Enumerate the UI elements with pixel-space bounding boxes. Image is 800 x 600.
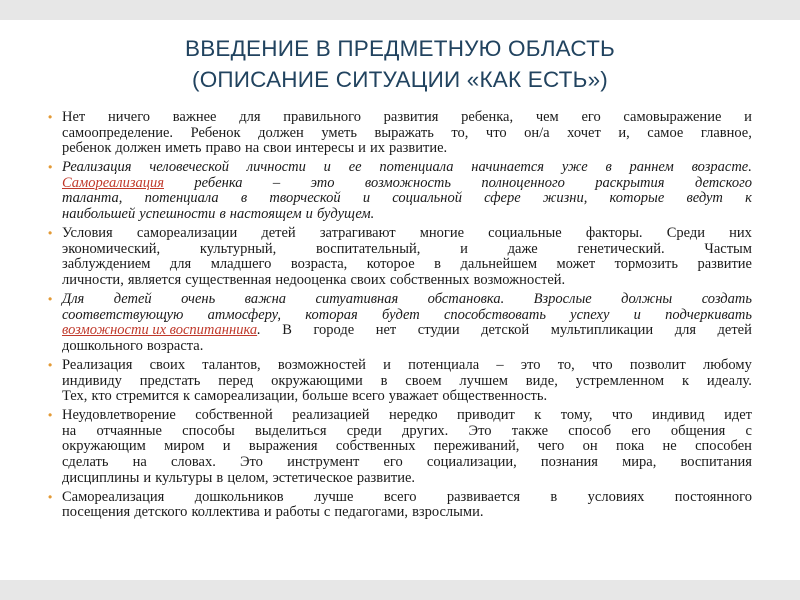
- word: успешности: [139, 206, 216, 223]
- word: способ: [568, 422, 612, 439]
- word: недооценка: [275, 271, 347, 288]
- title-line-2: (ОПИСАНИЕ СИТУАЦИИ «КАК ЕСТЬ»): [192, 67, 608, 92]
- word: и: [263, 504, 272, 521]
- word: начинается: [471, 159, 545, 176]
- word: позволит: [629, 356, 686, 373]
- word: целом,: [227, 469, 269, 486]
- word: лучше: [314, 488, 354, 505]
- text-line: [62, 273, 752, 289]
- word: своих: [350, 271, 386, 288]
- text-line: [62, 471, 752, 487]
- word: своих: [149, 356, 186, 373]
- word: и: [744, 109, 752, 125]
- text-line: [62, 176, 752, 192]
- word: кто: [91, 388, 112, 405]
- word: окружающим: [62, 438, 146, 455]
- word: может: [556, 256, 596, 273]
- word: окружающими: [271, 372, 363, 389]
- word: способен: [695, 438, 752, 455]
- word: выражать: [374, 124, 434, 141]
- word: в: [550, 488, 558, 505]
- word: идет: [724, 407, 752, 424]
- word: которые: [609, 190, 665, 207]
- word: его: [581, 109, 601, 125]
- word: является: [127, 271, 182, 288]
- word: Среди: [666, 225, 705, 242]
- word: устремленном: [575, 372, 665, 389]
- word: которое: [366, 256, 415, 273]
- word: возможность: [364, 174, 451, 191]
- word: создать: [701, 291, 752, 308]
- word: развитие.: [389, 140, 448, 157]
- word: творческой: [269, 190, 341, 207]
- word: коллектива: [191, 504, 260, 521]
- word: предстать: [139, 372, 201, 389]
- word: уже: [561, 159, 588, 176]
- bottom-band: [0, 580, 800, 600]
- word: общения: [670, 422, 726, 439]
- word: даже: [507, 240, 538, 257]
- bullet-paragraph: [48, 408, 752, 486]
- word: Нет: [62, 109, 86, 125]
- word: всего: [383, 488, 417, 505]
- text-line: [62, 439, 752, 455]
- word: будет: [381, 306, 420, 323]
- text-line: [62, 424, 752, 440]
- word: студии: [417, 322, 460, 339]
- word: это: [520, 356, 541, 373]
- word: больше: [302, 388, 349, 405]
- word: тому,: [560, 407, 593, 424]
- word: обстановка.: [427, 291, 505, 308]
- word: что: [485, 124, 507, 141]
- word: тормозить: [614, 256, 678, 273]
- text-line: [62, 339, 752, 355]
- word: других.: [402, 422, 449, 439]
- word: и: [305, 206, 313, 223]
- word: перед: [218, 372, 254, 389]
- word: способы: [182, 422, 235, 439]
- word: Условия: [62, 225, 113, 242]
- bullet-icon: •: [48, 226, 53, 241]
- word: детского: [134, 504, 188, 521]
- text-line: [62, 308, 752, 324]
- word: дошкольников: [194, 488, 284, 505]
- word: для: [239, 109, 261, 125]
- word: не: [662, 438, 677, 455]
- word: пока: [615, 438, 645, 455]
- word: педагогами,: [334, 504, 409, 521]
- word: к: [681, 372, 690, 389]
- text-line: [62, 358, 752, 374]
- word: воспитательный,: [315, 240, 421, 257]
- word: возможностей: [277, 356, 366, 373]
- word: реализацией: [292, 407, 370, 424]
- word: в: [434, 256, 441, 273]
- word: самое: [647, 124, 684, 141]
- text-line: [62, 455, 752, 471]
- word: на: [245, 140, 260, 157]
- word: младшего: [210, 256, 272, 273]
- word: приводит: [457, 407, 515, 424]
- text-line: [62, 242, 752, 258]
- word: развитие: [697, 256, 752, 273]
- word: раскрытия: [595, 174, 665, 191]
- word: идеалу.: [706, 372, 752, 389]
- text-line: [62, 110, 752, 126]
- word: самореализации,: [194, 388, 299, 405]
- word: потенциала: [408, 356, 480, 373]
- word: выделиться: [255, 422, 327, 439]
- word: дисциплины: [62, 469, 140, 486]
- word: них: [729, 225, 752, 242]
- word: к: [183, 388, 191, 405]
- word: на: [62, 422, 77, 439]
- word: с: [745, 422, 752, 439]
- word: социализации,: [426, 453, 517, 470]
- word: развивается: [446, 488, 521, 505]
- word: Взрослые: [533, 291, 592, 308]
- word: правильного: [283, 109, 361, 125]
- word: хочет: [567, 124, 601, 141]
- word: на: [132, 453, 147, 470]
- word: в: [240, 190, 248, 207]
- text-line: [62, 160, 752, 176]
- word: в: [605, 159, 612, 176]
- word: должен: [115, 140, 162, 157]
- bullet-icon: •: [48, 160, 53, 175]
- word: ребенка,: [461, 109, 514, 125]
- word: которая: [305, 306, 358, 323]
- word: развитие.: [356, 469, 416, 486]
- word: и: [460, 240, 468, 257]
- word: с: [323, 504, 331, 521]
- slide-body: [48, 110, 752, 524]
- word: чего: [537, 438, 565, 455]
- word: Неудовлетворение: [62, 407, 176, 424]
- word: подчеркивать: [665, 306, 752, 323]
- word: будущем.: [316, 206, 375, 223]
- word: должны: [621, 291, 673, 308]
- word: детского: [694, 174, 752, 191]
- word: самореализации: [136, 225, 238, 242]
- word: интересы: [295, 140, 355, 157]
- word: личности,: [62, 271, 124, 288]
- word: нет: [375, 322, 397, 339]
- word: детской: [481, 322, 530, 339]
- word: социальной: [392, 190, 462, 207]
- word: Это: [468, 422, 492, 439]
- word: Ребенок: [190, 124, 241, 141]
- word: –: [272, 174, 281, 191]
- word: очень: [181, 291, 216, 308]
- word: выражения: [248, 438, 318, 455]
- word: условиях: [587, 488, 645, 505]
- text-line: [62, 207, 752, 223]
- word: Частым: [704, 240, 752, 257]
- word: мультипликации: [550, 322, 654, 339]
- word: детей: [717, 322, 752, 339]
- bullet-icon: •: [48, 292, 53, 307]
- word: посещения: [62, 504, 131, 521]
- word: для: [674, 322, 697, 339]
- word: свои: [263, 140, 292, 157]
- bullet-paragraph: [48, 292, 752, 354]
- word: Для: [62, 291, 85, 308]
- word: и,: [618, 124, 630, 141]
- word: В: [282, 322, 292, 339]
- word: детей: [113, 291, 152, 308]
- word: познания: [540, 453, 598, 470]
- word: возможностей.: [473, 271, 566, 288]
- word: и: [362, 190, 371, 207]
- word: человеческой: [149, 159, 229, 176]
- word: для: [169, 256, 192, 273]
- word: инструмент: [287, 453, 360, 470]
- word: и: [358, 140, 366, 157]
- word: и: [383, 356, 391, 373]
- word: сфере: [484, 190, 521, 207]
- word: ничего: [107, 109, 151, 125]
- word: жизни,: [542, 190, 588, 207]
- word: наибольшей: [62, 206, 136, 223]
- word: что: [611, 407, 633, 424]
- word: к: [534, 407, 542, 424]
- word: нередко: [388, 407, 438, 424]
- word: ребенок: [62, 140, 112, 157]
- word: он/а: [524, 124, 550, 141]
- word: и: [143, 469, 152, 486]
- word: среди: [346, 422, 382, 439]
- bullet-paragraph: [48, 490, 752, 521]
- word: полноценного: [481, 174, 565, 191]
- word: успеху: [570, 306, 610, 323]
- word: их: [369, 140, 385, 157]
- bullet-icon: •: [48, 408, 53, 423]
- word: к: [745, 190, 752, 207]
- word: возрасте.: [691, 159, 752, 176]
- text-line: [62, 191, 752, 207]
- word: он: [582, 438, 598, 455]
- word: соответствующую: [62, 306, 184, 323]
- word: Тех,: [62, 388, 88, 405]
- word: уважает: [388, 388, 439, 405]
- word: развития: [383, 109, 439, 125]
- word: способствовать: [443, 306, 546, 323]
- word: Это: [239, 453, 263, 470]
- word: главное,: [700, 124, 752, 141]
- text-line: [62, 374, 752, 390]
- word: лучшем: [459, 372, 508, 389]
- word: иметь: [165, 140, 202, 157]
- word: в: [216, 469, 224, 486]
- word: генетический.: [577, 240, 665, 257]
- word: и: [222, 438, 231, 455]
- text-line: [62, 490, 752, 506]
- text-line: [62, 323, 752, 339]
- word: виде,: [525, 372, 558, 389]
- link-vozmozhnosti[interactable]: возможности их воспитанника: [62, 322, 258, 339]
- word: социальные: [488, 225, 562, 242]
- word: дошкольного: [62, 337, 143, 354]
- text-line: [62, 141, 752, 157]
- word: возраста.: [146, 337, 204, 354]
- word: городе: [313, 322, 355, 339]
- text-line: [62, 389, 752, 405]
- word: самоопределение.: [62, 124, 174, 141]
- word: переживаний,: [433, 438, 520, 455]
- word: уметь: [321, 124, 357, 141]
- word: что: [591, 356, 613, 373]
- bullet-paragraph: [48, 226, 752, 288]
- slide-title: [40, 33, 760, 95]
- word: то,: [451, 124, 469, 141]
- word: общественность.: [442, 388, 548, 405]
- word: ведут: [686, 190, 723, 207]
- word: своем: [405, 372, 442, 389]
- word: постоянного: [674, 488, 752, 505]
- word: раннем: [629, 159, 674, 176]
- word: талантов,: [202, 356, 261, 373]
- word: всего: [352, 388, 385, 405]
- word: затрагивают: [319, 225, 396, 242]
- word: должен: [258, 124, 304, 141]
- word: собственной: [195, 407, 273, 424]
- word: также: [511, 422, 549, 439]
- italic-link-wrap: возможности их воспитанника.: [62, 322, 261, 339]
- word: дальнейшем: [460, 256, 538, 273]
- bullet-paragraph: [48, 110, 752, 157]
- word: детей: [261, 225, 296, 242]
- word: в: [380, 372, 388, 389]
- word: многие: [419, 225, 465, 242]
- word: таланта,: [62, 190, 123, 207]
- word: ее: [348, 159, 362, 176]
- word: взрослыми.: [412, 504, 484, 521]
- word: потенциала: [144, 190, 219, 207]
- word: право: [205, 140, 241, 157]
- title-line-1: ВВЕДЕНИЕ В ПРЕДМЕТНУЮ ОБЛАСТЬ: [184, 36, 615, 61]
- word: эстетическое: [272, 469, 353, 486]
- bullet-icon: •: [48, 357, 53, 372]
- bullet-icon: •: [48, 489, 53, 504]
- word: его: [383, 453, 403, 470]
- text-line: [62, 126, 752, 142]
- word: потенциала: [379, 159, 454, 176]
- word: Реализация: [62, 356, 133, 373]
- word: культуры: [155, 469, 213, 486]
- text-line: [62, 226, 752, 242]
- word: чем: [535, 109, 559, 125]
- word: воспитания: [680, 453, 752, 470]
- word: стремится: [115, 388, 179, 405]
- bullet-paragraph: [48, 160, 752, 222]
- word: то,: [557, 356, 575, 373]
- word: личности: [246, 159, 306, 176]
- word: возраста,: [290, 256, 348, 273]
- word: сделать: [62, 453, 109, 470]
- bullet-icon: •: [48, 110, 53, 124]
- text-line: [62, 257, 752, 273]
- word: экономический,: [62, 240, 161, 257]
- text-line: [62, 292, 752, 308]
- text-line: [62, 505, 752, 521]
- word: индивид: [652, 407, 705, 424]
- word: существенная: [185, 271, 272, 288]
- word: собственных: [389, 271, 470, 288]
- word: –: [496, 356, 504, 373]
- word: и: [323, 159, 331, 176]
- word: настоящем: [229, 206, 302, 223]
- word: мира,: [622, 453, 657, 470]
- bullet-paragraph: [48, 358, 752, 405]
- word: работы: [275, 504, 320, 521]
- word: ребенка: [194, 174, 243, 191]
- word: важнее: [172, 109, 217, 125]
- word: его: [631, 422, 651, 439]
- word: факторы.: [585, 225, 643, 242]
- word: Самореализация: [62, 488, 165, 505]
- word: словах.: [170, 453, 216, 470]
- word: самовыражение: [623, 109, 722, 125]
- word: миром: [164, 438, 205, 455]
- word: отчаянные: [96, 422, 162, 439]
- link-samorealizatsiya[interactable]: Самореализация: [62, 174, 164, 191]
- word: важна: [244, 291, 287, 308]
- word: в: [219, 206, 226, 223]
- top-band: [0, 0, 800, 20]
- word: любому: [702, 356, 752, 373]
- word: это: [310, 174, 335, 191]
- word: собственных: [335, 438, 416, 455]
- word: индивиду: [62, 372, 122, 389]
- word: атмосферу,: [207, 306, 282, 323]
- word: культурный,: [199, 240, 277, 257]
- word: заблуждением: [62, 256, 151, 273]
- word: ситуативная: [315, 291, 399, 308]
- text-line: [62, 408, 752, 424]
- word: и: [633, 306, 641, 323]
- word: Реализация: [62, 159, 132, 176]
